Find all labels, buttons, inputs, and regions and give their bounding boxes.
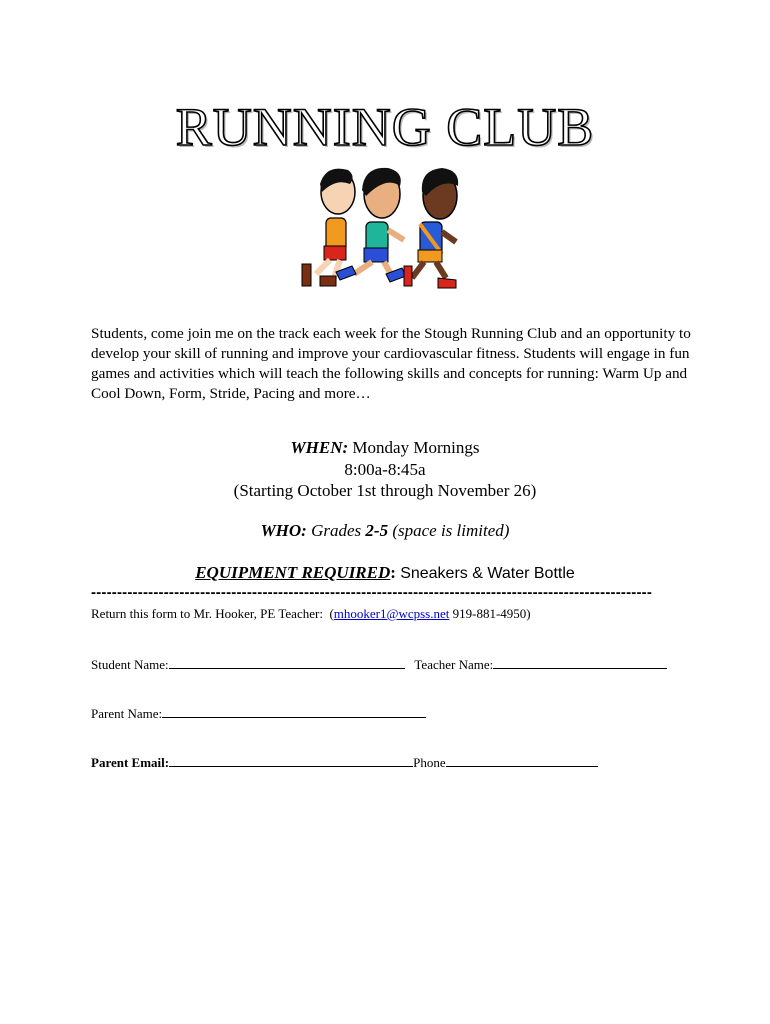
equipment-colon: : — [390, 563, 396, 582]
when-day: Monday Mornings — [352, 438, 480, 457]
teacher-email-link[interactable]: mhooker1@wcpss.net — [333, 606, 450, 621]
return-form-line — [91, 606, 531, 622]
phone-field[interactable] — [446, 755, 598, 767]
student-name-label: Student Name: — [91, 657, 169, 672]
equipment-section — [0, 563, 770, 583]
parent-email-label: Parent Email: — [91, 755, 170, 770]
parent-email-row — [91, 755, 598, 771]
when-time: 8:00a-8:45a — [344, 459, 426, 479]
teacher-name-field[interactable] — [493, 657, 667, 669]
cut-line-divider: ------------------------------------------------------------------------------------------------------------ — [91, 584, 653, 600]
who-note: (space is limited) — [392, 521, 510, 540]
parent-name-label: Parent Name: — [91, 706, 163, 721]
student-name-row — [91, 657, 667, 673]
teacher-phone: 919-881-4950) — [452, 606, 531, 621]
who-grades: 2-5 — [365, 521, 389, 540]
parent-email-field[interactable] — [169, 755, 413, 767]
equipment-label: EQUIPMENT REQUIRED — [195, 563, 391, 582]
page-title: RUNNING CLUB — [175, 97, 595, 157]
intro-paragraph: Students, come join me on the track each week for the Stough Running Club and an opportunity to develop your skill of running and improve your cardiovascular fitness. Students will engage in fun games and activities which will teach the following skills and concepts for running: Warm Up and Cool Down, Form, Stride, Pacing and more… — [91, 325, 691, 402]
equipment-items: Sneakers & Water Bottle — [400, 565, 575, 582]
phone-label: Phone — [413, 755, 446, 770]
parent-name-row — [91, 706, 426, 722]
who-label: WHO: — [260, 521, 307, 540]
when-section — [0, 437, 770, 502]
who-section — [0, 521, 770, 541]
teacher-name-label: Teacher Name: — [414, 657, 494, 672]
when-label: WHEN: — [290, 438, 349, 457]
runners-illustration — [292, 162, 468, 298]
who-pre: Grades — [311, 521, 362, 540]
return-open-paren: ( — [329, 606, 334, 621]
return-text: Return this form to Mr. Hooker, PE Teacher: — [91, 606, 323, 621]
parent-name-field[interactable] — [162, 706, 426, 718]
runner-right — [404, 168, 458, 288]
student-name-field[interactable] — [169, 657, 405, 669]
when-dates: (Starting October 1st through November 26) — [233, 481, 537, 500]
